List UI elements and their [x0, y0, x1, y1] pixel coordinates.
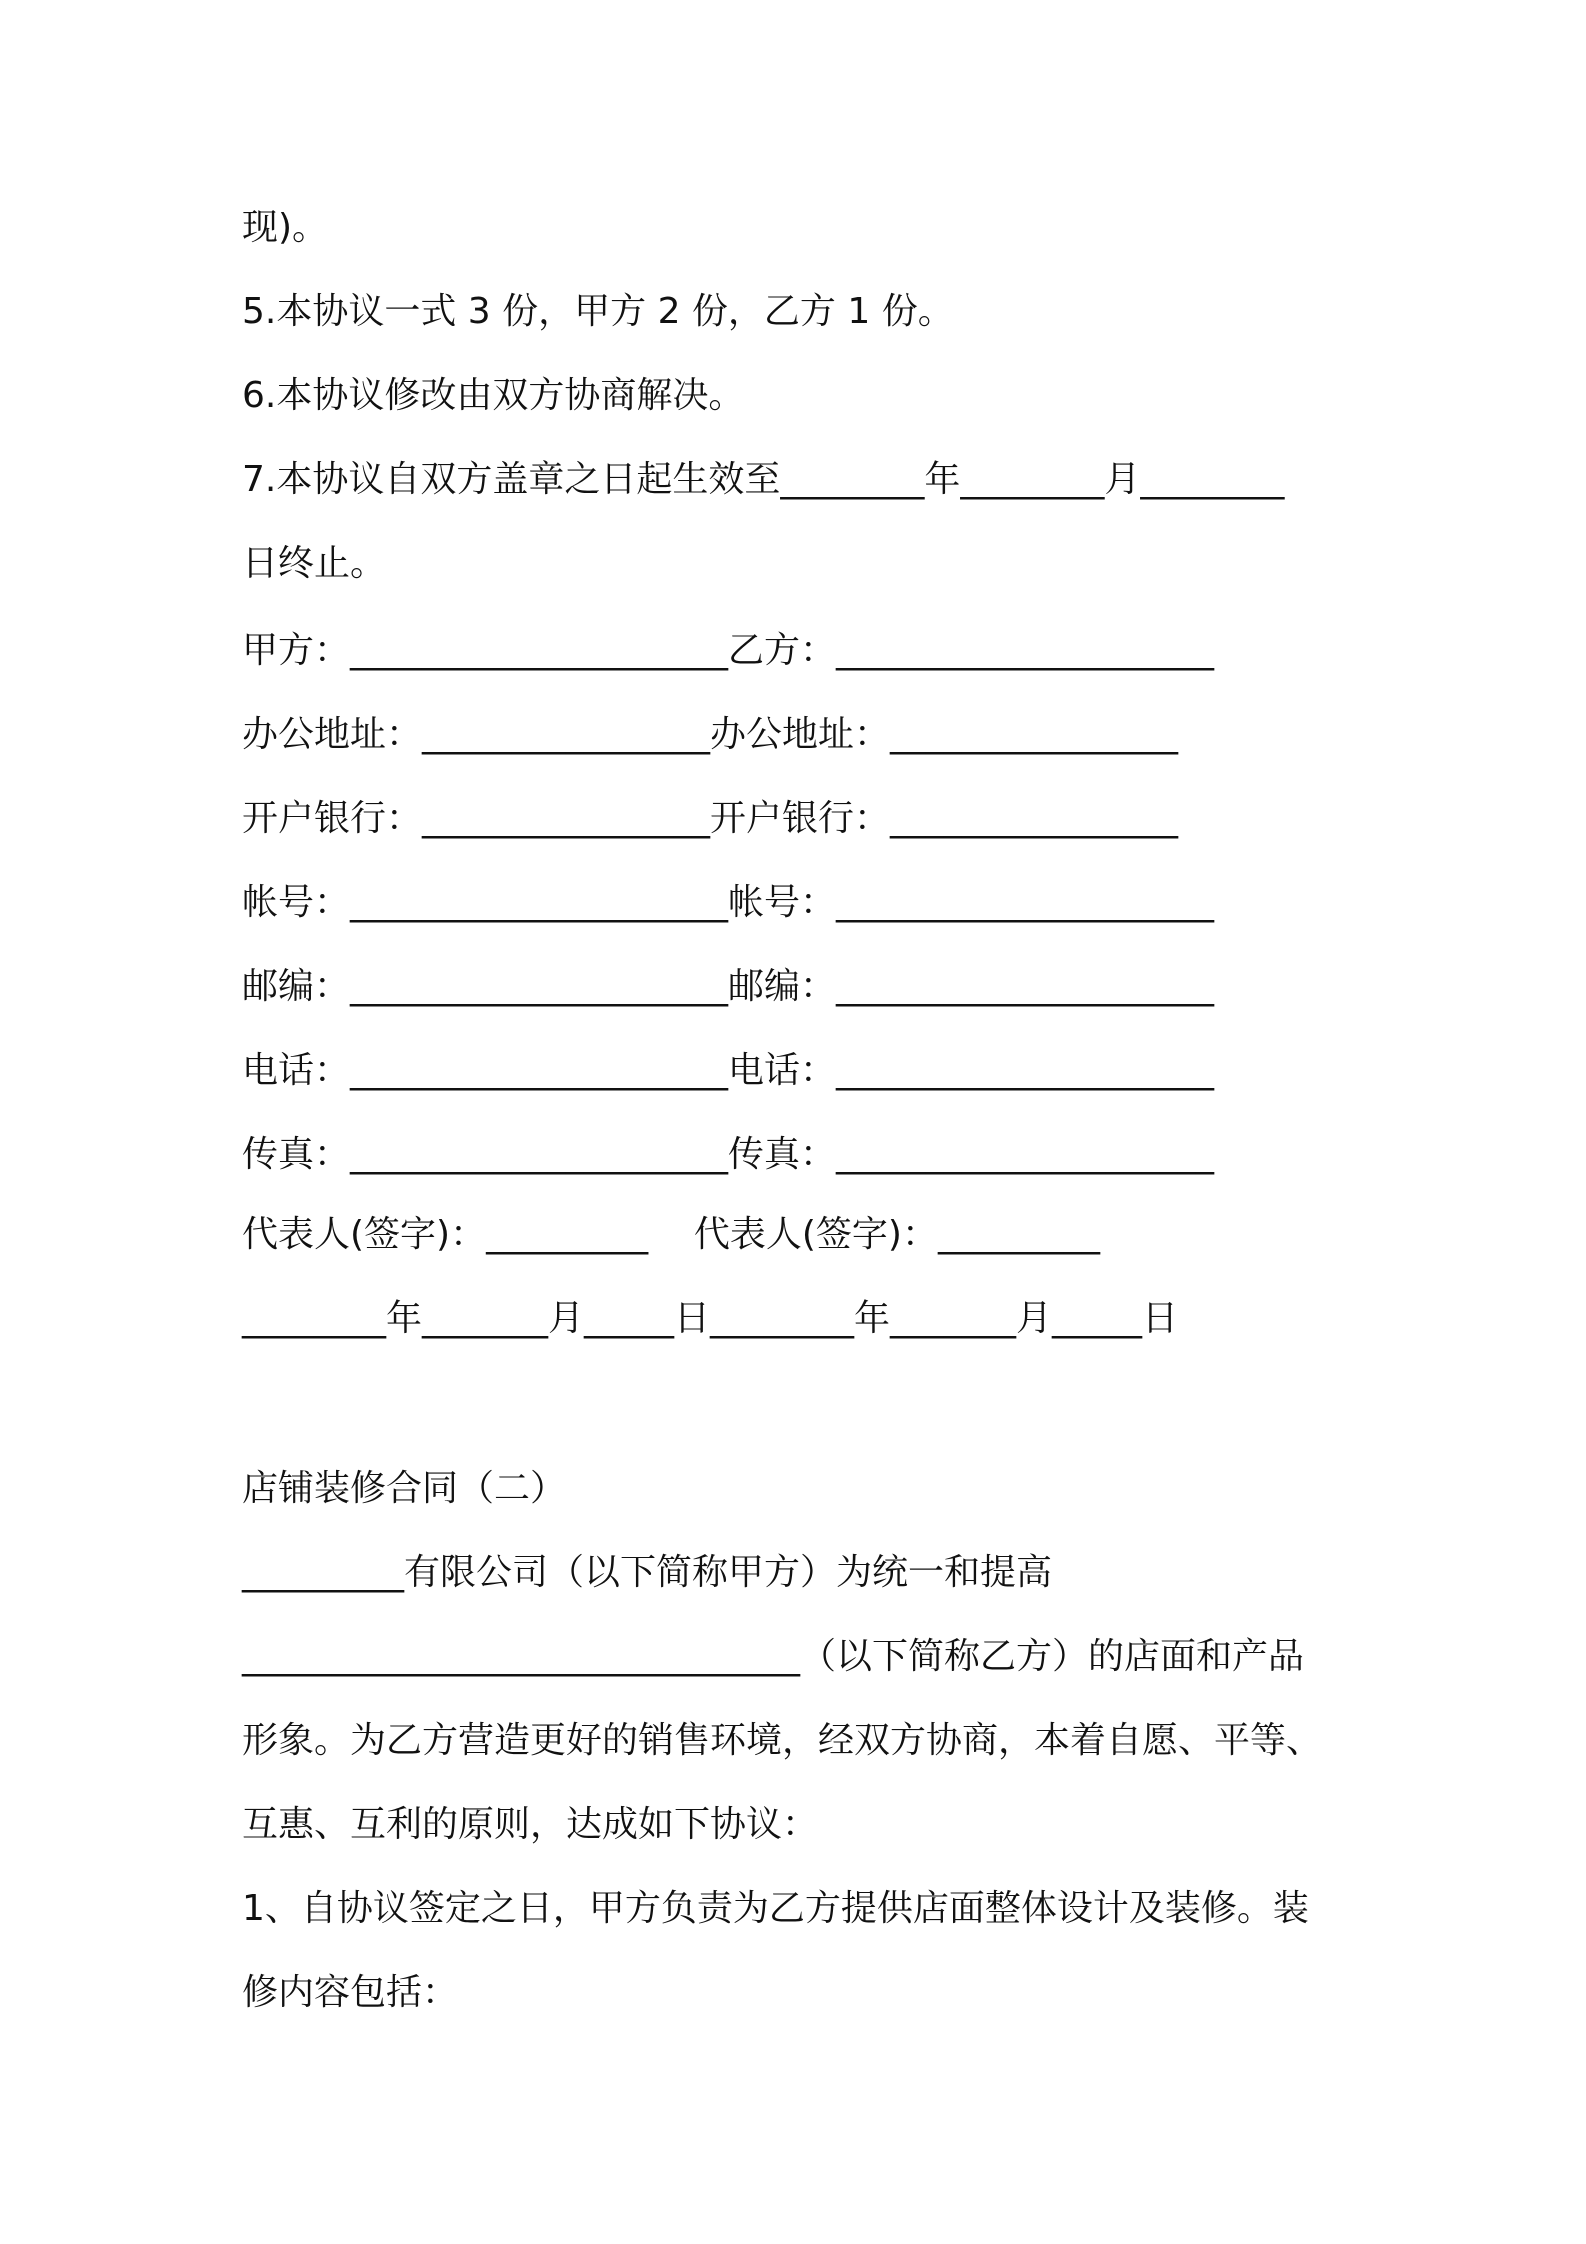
section-title: 店铺装修合同（二）: [242, 1468, 567, 1509]
form-row-date: ________年_______月_____日________年_______月_____日: [242, 1298, 1178, 1339]
text-line: 1、自协议签定之日，甲方负责为乙方提供店面整体设计及装修。装: [242, 1888, 1309, 1929]
form-row-postcode: 邮编：_____________________邮编：_____________________: [242, 966, 1215, 1007]
form-row-phone: 电话：_____________________电话：_____________________: [242, 1050, 1215, 1091]
form-row-address: 办公地址：________________办公地址：________________: [242, 714, 1179, 755]
text-line: 现)。: [242, 207, 329, 248]
text-line: _________有限公司（以下简称甲方）为统一和提高: [242, 1552, 1053, 1593]
form-row-signature: 代表人(签字)：_________ 代表人(签字)：_________: [242, 1214, 1100, 1255]
form-row-party: 甲方：_____________________乙方：_____________________: [242, 630, 1215, 671]
text-line: 6.本协议修改由双方协商解决。: [242, 375, 745, 416]
text-line: 5.本协议一式 3 份，甲方 2 份，乙方 1 份。: [242, 291, 954, 332]
text-line: 7.本协议自双方盖章之日起生效至________年________月________: [242, 459, 1285, 500]
text-line: 互惠、互利的原则，达成如下协议：: [242, 1804, 819, 1845]
form-row-account: 帐号：_____________________帐号：_____________________: [242, 882, 1215, 923]
form-row-fax: 传真：_____________________传真：_____________________: [242, 1134, 1215, 1175]
text-line: 修内容包括：: [242, 1972, 459, 2013]
text-line: _______________________________（以下简称乙方）的店面和产品: [242, 1636, 1305, 1677]
form-row-bank: 开户银行：________________开户银行：________________: [242, 798, 1179, 839]
text-line: 日终止。: [242, 543, 387, 584]
text-line: 形象。为乙方营造更好的销售环境，经双方协商，本着自愿、平等、: [242, 1720, 1323, 1761]
